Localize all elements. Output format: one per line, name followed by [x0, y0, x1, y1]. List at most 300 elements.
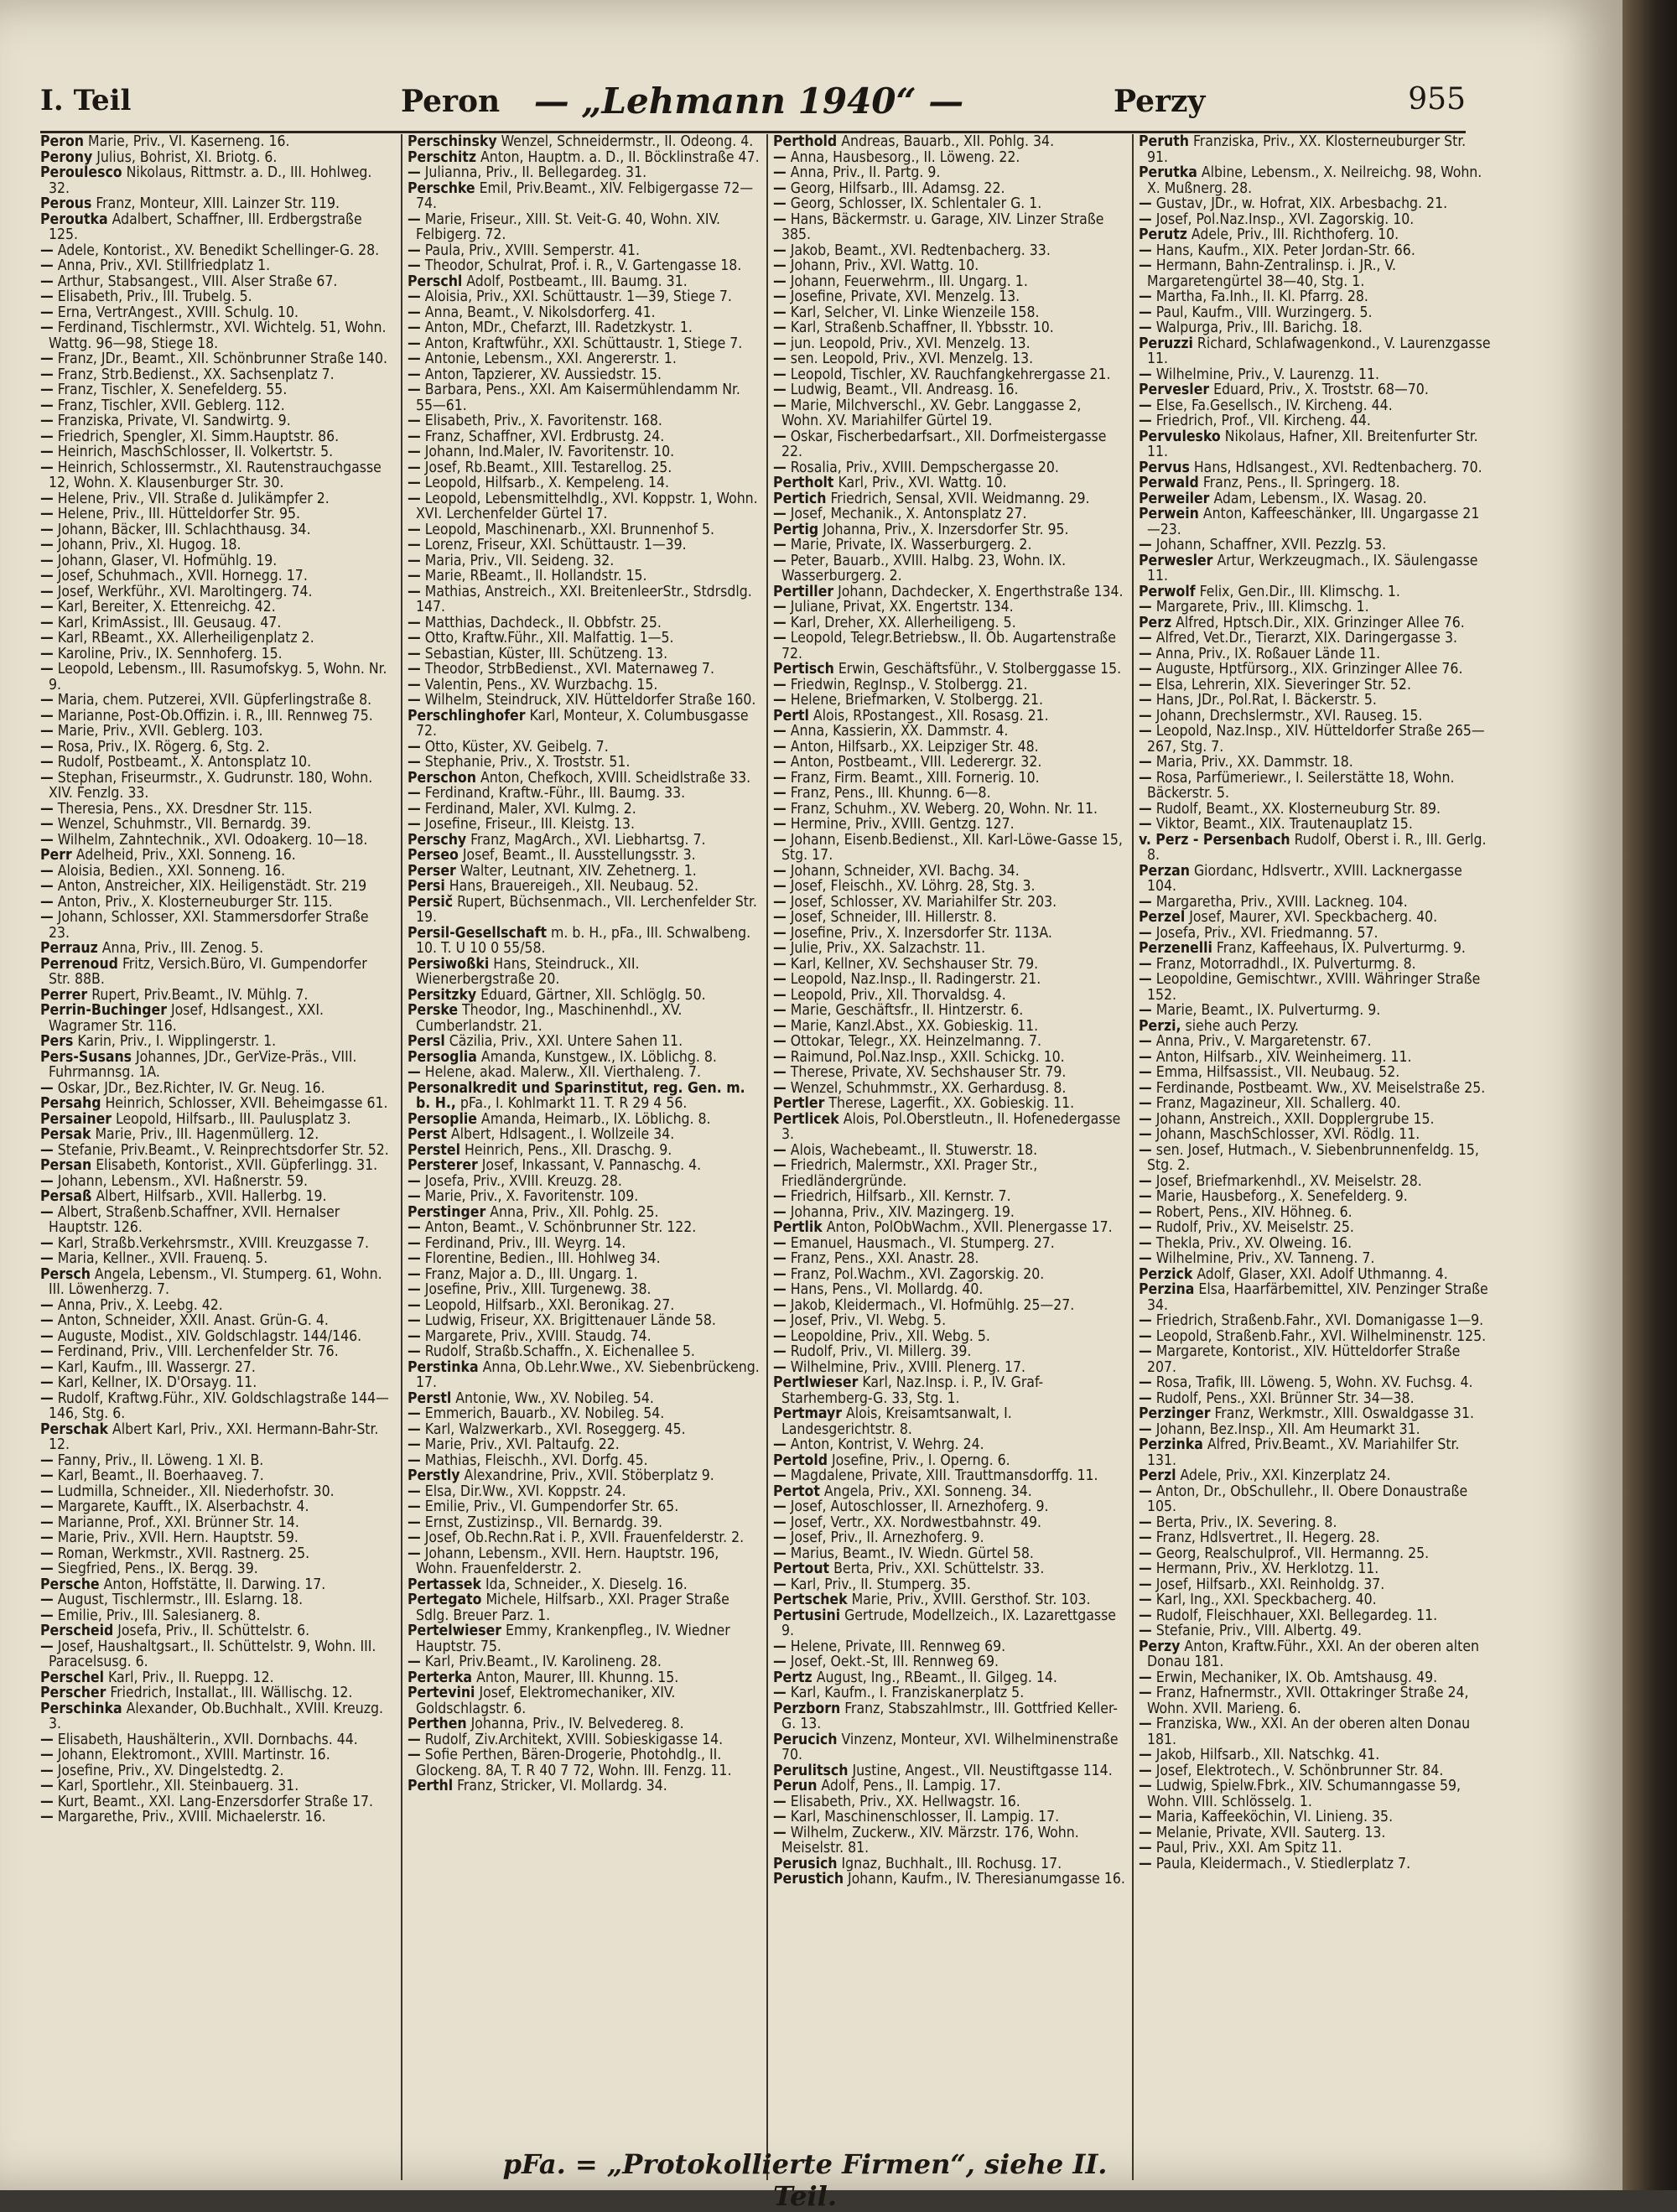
entry-details: Karl, Kaufm., III. Wassergr. 27.: [57, 1358, 256, 1376]
entry-surname: Perschinka: [40, 1700, 122, 1717]
entry-surname: Pertig: [773, 521, 819, 538]
entry-surname: —: [40, 397, 54, 414]
entry-details: Barbara, Pens., XXI. Am Kaisermühlendamm Nr. 55—61.: [416, 382, 740, 414]
entry-details: Stephan, Friseurmstr., X. Gudrunstr. 180, Wohn. XIV. Fenzlg. 33.: [49, 769, 373, 802]
entry-surname: Perschon: [408, 769, 476, 787]
directory-entry: [408, 1065, 760, 1081]
directory-entry: [40, 1251, 392, 1267]
directory-entry: [40, 1205, 392, 1236]
entry-details: Gustav, JDr., w. Hofrat, XIX. Arbesbachg. 21.: [1155, 195, 1448, 212]
entry-details: Heinrich, Schlosser, XVII. Beheimgasse 61.: [105, 1095, 388, 1112]
entry-details: Erwin, Geschäftsführ., V. Stolberggasse 15.: [838, 661, 1122, 678]
entry-details: Paul, Kaufm., VIII. Wurzingerg. 5.: [1155, 304, 1373, 321]
directory-entry: [1139, 864, 1491, 895]
entry-details: Lorenz, Friseur, XXI. Schüttaustr. 1—39.: [424, 537, 687, 553]
directory-entry: [773, 181, 1125, 197]
entry-surname: Perstly: [408, 1467, 460, 1484]
entry-surname: —: [773, 738, 787, 756]
directory-entry: [773, 1825, 1125, 1856]
page-number: 955: [1408, 82, 1466, 117]
entry-surname: —: [408, 568, 421, 584]
entry-details: Albert, Hilfsarb., XVII. Hallerbg. 19.: [96, 1188, 327, 1205]
entry-surname: —: [1139, 1234, 1152, 1252]
entry-details: Angela, Lebensm., VI. Stumperg. 61, Wohn. III. Löwenherzg. 7.: [49, 1265, 382, 1298]
entry-surname: Perzborn: [773, 1700, 841, 1717]
entry-details: Rudolf, Fleischhauer, XXI. Bellegardeg. 11.: [1155, 1607, 1438, 1624]
directory-entry: [40, 1375, 392, 1391]
directory-entry: [408, 522, 760, 538]
entry-details: Margarete, Priv., XVIII. Staudg. 74.: [424, 1327, 652, 1345]
directory-entry: [40, 243, 392, 259]
directory-entry: [1139, 1592, 1491, 1608]
directory-entry: [1139, 320, 1491, 336]
entry-surname: —: [773, 537, 787, 553]
entry-surname: —: [40, 1591, 54, 1608]
directory-entry: [773, 910, 1125, 926]
directory-entry: [40, 1236, 392, 1252]
column-3: [773, 134, 1125, 2163]
entry-details: Emanuel, Hausmach., VI. Stumperg. 27.: [790, 1234, 1055, 1252]
entry-surname: Pers: [40, 1033, 74, 1050]
entry-details: Josefine, Friseur., III. Kleistg. 13.: [424, 816, 635, 833]
directory-entry: [40, 196, 392, 212]
directory-entry: [40, 444, 392, 460]
directory-entry: [1139, 1670, 1491, 1686]
entry-details: Marie, Hausbeforg., X. Senefelderg. 9.: [1155, 1188, 1408, 1205]
directory-entry: [408, 1747, 760, 1778]
entry-surname: —: [408, 210, 421, 228]
entry-details: Anna, Priv., II. Partg. 9.: [790, 164, 941, 181]
entry-details: Johanna, Priv., X. Inzersdorfer Str. 95.: [823, 521, 1069, 538]
entry-details: Karl, Naz.Insp. i. P., IV. Graf-Starhemberg-G. 33, Stg. 1.: [781, 1374, 1044, 1407]
directory-entry: [408, 817, 760, 833]
directory-entry: [40, 1484, 392, 1500]
entry-surname: —: [408, 1234, 421, 1252]
entry-details: Adam, Lebensm., IX. Wasag. 20.: [1213, 490, 1427, 507]
entry-surname: —: [773, 1809, 787, 1825]
entry-details: Johann, Kaufm., IV. Theresianumgasse 16.: [848, 1871, 1125, 1887]
entry-details: Anton, Kaffeeschänker, III. Ungargasse 21—23.: [1147, 506, 1480, 538]
directory-entry: [40, 1778, 392, 1794]
directory-entry: [408, 584, 760, 615]
entry-details: Mathias, Fleischh., XVI. Dorfg. 45.: [424, 1451, 648, 1469]
entry-details: Richard, Schlafwagenkond., V. Laurenzgasse 11.: [1147, 335, 1491, 367]
entry-surname: —: [1139, 241, 1152, 259]
entry-details: Hermann, Priv., XV. Herklotzg. 11.: [1155, 1560, 1379, 1577]
entry-surname: —: [773, 754, 787, 771]
directory-entry: [408, 833, 760, 849]
entry-surname: —: [408, 257, 421, 274]
entry-details: Karl, Straßb.Verkehrsmstr., XVIII. Kreuzgasse 7.: [57, 1234, 369, 1252]
directory-entry: [773, 1608, 1125, 1639]
directory-entry: [773, 1778, 1125, 1794]
directory-entry: [408, 336, 760, 352]
directory-entry: [1139, 1251, 1491, 1267]
entry-surname: Pertelwieser: [408, 1623, 502, 1639]
entry-surname: —: [408, 428, 421, 445]
directory-entry: [1139, 1375, 1491, 1391]
entry-surname: Persainer: [40, 1110, 112, 1128]
entry-surname: —: [1139, 1685, 1152, 1701]
entry-surname: Perseo: [408, 847, 459, 864]
entry-surname: —: [773, 210, 787, 228]
directory-entry: [408, 181, 760, 212]
directory-entry: [40, 864, 392, 880]
entry-surname: —: [40, 1451, 54, 1469]
entry-surname: —: [1139, 1529, 1152, 1546]
entry-surname: —: [773, 940, 787, 957]
entry-surname: —: [773, 878, 787, 895]
entry-surname: —: [773, 1265, 787, 1283]
entry-surname: —: [773, 1436, 787, 1453]
entry-details: sen. Josef, Hutmach., V. Siebenbrunnenfeldg. 15, Stg. 2.: [1147, 1141, 1479, 1174]
entry-details: Amanda, Kunstgew., IX. Löblichg. 8.: [480, 1048, 717, 1066]
entry-surname: —: [1139, 1250, 1152, 1267]
directory-entry: [773, 584, 1125, 600]
entry-surname: Pertlik: [773, 1219, 823, 1236]
entry-details: Siegfried, Pens., IX. Berqg. 39.: [57, 1560, 258, 1577]
entry-details: Heinrich, MaschSchlosser, II. Volkertstr. 5.: [57, 444, 334, 460]
directory-entry: [408, 1468, 760, 1484]
entry-surname: —: [773, 1343, 787, 1360]
entry-details: Else, Fa.Gesellsch., IV. Kircheng. 44.: [1155, 397, 1393, 414]
directory-entry: [40, 1732, 392, 1748]
directory-entry: [1139, 1189, 1491, 1205]
entry-details: Maria, Kaffeeköchin, VI. Linieng. 35.: [1155, 1809, 1394, 1825]
entry-surname: —: [773, 459, 787, 476]
entry-surname: —: [773, 986, 787, 1004]
entry-surname: —: [40, 444, 54, 460]
entry-surname: Pertisch: [773, 661, 834, 678]
entry-details: Karl, RBeamt., XX. Allerheiligenplatz 2.: [57, 630, 314, 646]
entry-surname: —: [773, 148, 787, 166]
directory-entry: [773, 1205, 1125, 1221]
directory-entry: [40, 429, 392, 445]
entry-surname: —: [1139, 1778, 1152, 1794]
entry-surname: —: [1139, 1188, 1152, 1205]
entry-surname: —: [1139, 1172, 1152, 1190]
directory-entry: [773, 475, 1125, 491]
entry-details: Josef, Elektrotech., V. Schönbrunner Str. 84.: [1155, 1762, 1444, 1779]
entry-surname: —: [40, 1638, 54, 1655]
entry-surname: —: [773, 1281, 787, 1298]
entry-surname: —: [773, 1545, 787, 1562]
entry-details: Ida, Schneider., X. Dieselg. 16.: [485, 1576, 688, 1593]
entry-details: Leopoldine, Priv., XII. Webg. 5.: [790, 1327, 990, 1345]
entry-surname: Pertold: [773, 1451, 828, 1469]
directory-entry: [40, 584, 392, 600]
directory-entry: [40, 941, 392, 957]
directory-entry: [1139, 910, 1491, 926]
entry-details: Josef, Autoschlosser, II. Arnezhoferg. 9.: [790, 1498, 1049, 1515]
entry-surname: —: [40, 754, 54, 771]
entry-surname: Perzinka: [1139, 1436, 1203, 1453]
directory-entry: [1139, 1019, 1491, 1035]
entry-surname: —: [1139, 661, 1152, 678]
entry-details: Alois, Pol.Oberstleutn., II. Hofenedergasse 3.: [781, 1110, 1121, 1143]
entry-surname: —: [408, 1405, 421, 1422]
entry-surname: Pertmayr: [773, 1405, 843, 1422]
entry-surname: —: [40, 599, 54, 615]
entry-surname: —: [1139, 1126, 1152, 1143]
directory-entry: [40, 802, 392, 818]
directory-entry: [408, 491, 760, 522]
entry-surname: —: [40, 1327, 54, 1345]
entry-details: Elisabeth, Priv., X. Favoritenstr. 168.: [424, 413, 662, 429]
entry-details: Johann, Drechslermstr., XVI. Rauseg. 15.: [1155, 707, 1423, 724]
directory-entry: [408, 212, 760, 243]
entry-details: Josefine, Priv., XV. Dingelstedtg. 2.: [57, 1762, 284, 1779]
entry-surname: Perrer: [40, 986, 88, 1004]
entry-surname: Persch: [40, 1265, 91, 1283]
entry-surname: Perrauz: [40, 940, 98, 957]
entry-details: Franz, Tischler, X. Senefelderg. 55.: [57, 382, 288, 398]
entry-surname: —: [40, 568, 54, 584]
entry-surname: —: [40, 800, 54, 818]
entry-details: Wilhelmine, Priv., XVIII. Plenerg. 17.: [790, 1358, 1025, 1376]
entry-surname: Pers-Susans: [40, 1048, 132, 1066]
directory-entry: [40, 351, 392, 367]
entry-details: Friedrich, Straßenb.Fahr., XVI. Domanigasse 1—9.: [1155, 1312, 1484, 1329]
directory-entry: [40, 506, 392, 522]
entry-surname: Perst: [408, 1126, 447, 1143]
directory-entry: [40, 1096, 392, 1112]
entry-surname: Perstinka: [408, 1358, 479, 1376]
directory-entry: [1139, 382, 1491, 398]
entry-details: Viktor, Beamt., XIX. Trautenauplatz 15.: [1155, 816, 1413, 833]
entry-surname: —: [773, 800, 787, 818]
entry-surname: —: [408, 459, 421, 476]
entry-details: Albert Karl, Priv., XXI. Hermann-Bahr-Str. 12.: [49, 1420, 379, 1453]
directory-entry: [408, 1112, 760, 1128]
entry-details: August, Ing., RBeamt., II. Gilgeg. 14.: [816, 1669, 1057, 1686]
entry-details: Hans, Bäckermstr. u. Garage, XIV. Linzer Straße 385.: [781, 210, 1104, 243]
entry-details: Elisabeth, Kontorist., XVII. Güpferlingg. 31.: [96, 1157, 378, 1174]
entry-details: Antonie, Lebensm., XXI. Angererstr. 1.: [424, 350, 677, 367]
entry-details: Karl, Walzwerkarb., XVI. Roseggerg. 45.: [424, 1420, 686, 1438]
entry-details: Rudolf, Kraftwg.Führ., XIV. Goldschlagstraße 144—146, Stg. 6.: [49, 1389, 389, 1422]
entry-details: Anton, Kontrist, V. Wehrg. 24.: [790, 1436, 984, 1453]
entry-details: Anton, Beamt., V. Schönbrunner Str. 122.: [424, 1219, 697, 1236]
directory-entry: [1139, 895, 1491, 911]
directory-entry: [1139, 1841, 1491, 1856]
entry-details: Maria, Priv., VII. Seideng. 32.: [424, 552, 615, 569]
entry-surname: —: [773, 273, 787, 290]
entry-details: Marie, Priv., XVIII. Gersthof. Str. 103.: [851, 1591, 1091, 1608]
directory-entry: [40, 212, 392, 243]
entry-surname: —: [773, 1529, 787, 1546]
entry-surname: —: [408, 382, 421, 398]
directory-entry: [1139, 1747, 1491, 1763]
directory-entry: [408, 1484, 760, 1500]
entry-surname: —: [408, 1482, 421, 1500]
entry-details: Ignaz, Buchhalt., III. Rochusg. 17.: [841, 1855, 1062, 1872]
entry-details: Karl, Sportlehr., XII. Steinbauerg. 31.: [57, 1778, 299, 1794]
entry-surname: —: [1139, 1374, 1152, 1391]
directory-entry: [408, 444, 760, 460]
directory-entry: [773, 1685, 1125, 1701]
directory-entry: [40, 1623, 392, 1639]
entry-details: Josef, Hdlsangest., XXI. Wagramer Str. 116.: [49, 1002, 324, 1035]
entry-surname: Perscheid: [40, 1623, 114, 1639]
entry-surname: —: [773, 1498, 787, 1515]
directory-entry: [40, 522, 392, 538]
entry-details: Franz, Major a. D., III. Ungarg. 1.: [424, 1265, 638, 1283]
directory-entry: [773, 1592, 1125, 1608]
directory-entry: [1139, 1437, 1491, 1468]
entry-surname: —: [1139, 366, 1152, 383]
entry-surname: —: [773, 1327, 787, 1345]
entry-details: pFa., I. Kohlmarkt 11. T. R 29 4 56.: [459, 1095, 688, 1112]
entry-surname: —: [40, 583, 54, 600]
directory-entry: [773, 1484, 1125, 1500]
entry-surname: Perser: [408, 862, 456, 880]
directory-entry: [40, 1034, 392, 1050]
entry-details: Adolf, Glaser, XXI. Adolf Uthmanng. 4.: [1197, 1265, 1448, 1283]
entry-details: Franz, Pens., III. Khunng. 6—8.: [790, 785, 991, 802]
directory-entry: [40, 258, 392, 274]
entry-surname: —: [773, 350, 787, 367]
entry-surname: —: [773, 676, 787, 693]
directory-entry: [40, 817, 392, 833]
entry-surname: —: [773, 1079, 787, 1097]
entry-surname: —: [773, 288, 787, 305]
entry-surname: —: [40, 1203, 54, 1221]
entry-surname: —: [1139, 1110, 1152, 1128]
entry-details: Helene, Priv., III. Hütteldorfer Str. 95.: [57, 506, 300, 522]
directory-entry: [773, 941, 1125, 957]
directory-entry: [40, 1081, 392, 1097]
entry-surname: Persterer: [408, 1157, 478, 1174]
entry-surname: —: [408, 319, 421, 336]
entry-details: Helene, Priv., VII. Straße d. Julikämpfer 2.: [57, 490, 330, 507]
entry-details: Anton, Tapzierer, XV. Aussiedstr. 15.: [424, 366, 662, 383]
entry-surname: —: [40, 1358, 54, 1376]
directory-entry: [1139, 615, 1491, 631]
entry-surname: —: [773, 955, 787, 973]
entry-details: Leopold, Lebensmittelhdlg., XVI. Koppstr. 1, Wohn. XVI. Lerchenfelder Gürtel 17.: [416, 490, 758, 522]
entry-surname: —: [40, 816, 54, 833]
directory-entry: [773, 506, 1125, 522]
directory-entry: [1139, 662, 1491, 678]
header-rule: [40, 131, 1466, 133]
entry-surname: —: [40, 1809, 54, 1825]
entry-details: Josef, Maurer, XVI. Speckbacherg. 40.: [1189, 909, 1438, 926]
directory-entry: [1139, 1329, 1491, 1345]
directory-entry: [40, 693, 392, 709]
entry-surname: Perstl: [408, 1389, 452, 1407]
directory-entry: [408, 1732, 760, 1748]
directory-entry: [40, 1639, 392, 1670]
entry-surname: Peroulesco: [40, 164, 122, 181]
entry-surname: —: [408, 552, 421, 569]
entry-surname: —: [773, 1312, 787, 1329]
directory-entry: [408, 802, 760, 818]
entry-details: Johann, Schaffner, XVII. Pezzlg. 53.: [1155, 537, 1387, 553]
directory-entry: [773, 1437, 1125, 1453]
entry-surname: —: [1139, 723, 1152, 740]
entry-surname: Personalkredit und Sparinstitut, reg. Gen. m. b. H.,: [408, 1079, 745, 1112]
entry-surname: Pertegato: [408, 1591, 482, 1608]
entry-details: Raimund, Pol.Naz.Insp., XXII. Schickg. 10.: [790, 1048, 1065, 1066]
entry-details: Franziska, Private, VI. Sandwirtg. 9.: [57, 413, 291, 429]
directory-entry: [408, 1406, 760, 1422]
directory-entry: [773, 631, 1125, 662]
directory-entry: [773, 351, 1125, 367]
directory-entry: [408, 1220, 760, 1236]
entry-surname: Perzl: [1139, 1467, 1176, 1484]
entry-surname: Perschinsky: [408, 134, 497, 150]
directory-entry: [40, 1468, 392, 1484]
entry-details: Georg, Schlosser, IX. Schlentaler G. 1.: [790, 195, 1042, 212]
entry-surname: —: [40, 707, 54, 724]
entry-details: Franz, Schaffner, XVI. Erdbrustg. 24.: [424, 428, 665, 445]
entry-details: Josef, Werkführ., XVI. Maroltingerg. 74.: [57, 583, 313, 600]
directory-entry: [773, 1143, 1125, 1159]
entry-details: Friedrich, Hilfsarb., XII. Kernstr. 7.: [790, 1188, 1011, 1205]
directory-entry: [408, 1530, 760, 1546]
entry-details: Rudolf, Pens., XXI. Brünner Str. 34—38.: [1155, 1389, 1415, 1407]
entry-details: Anton, MDr., Chefarzt, III. Radetzkystr. 1.: [424, 319, 693, 336]
directory-entry: [773, 1220, 1125, 1236]
directory-entry: [408, 1189, 760, 1205]
directory-entry: [408, 631, 760, 646]
directory-entry: [773, 1065, 1125, 1081]
entry-details: Josefa, Priv., II. Schüttelstr. 6.: [117, 1623, 310, 1639]
entry-surname: —: [1139, 1545, 1152, 1562]
directory-entry: [1139, 305, 1491, 321]
entry-details: Johann, Bäcker, III. Schlachthausg. 34.: [57, 521, 311, 538]
entry-surname: Perzy: [1139, 1638, 1181, 1655]
entry-surname: —: [408, 1172, 421, 1190]
entry-surname: —: [408, 475, 421, 491]
entry-details: Franz, Hdlsvertret., II. Hegerg. 28.: [1155, 1529, 1380, 1546]
entry-surname: Perschitz: [408, 148, 476, 166]
directory-entry: [1139, 833, 1491, 864]
entry-surname: —: [773, 769, 787, 787]
entry-details: Eduard, Priv., X. Troststr. 68—70.: [1213, 382, 1429, 398]
entry-details: Rudolf, Ziv.Architekt, XVIII. Sobieskigasse 14.: [424, 1731, 724, 1748]
entry-surname: —: [408, 800, 421, 818]
directory-entry: [40, 600, 392, 615]
entry-surname: —: [40, 769, 54, 787]
directory-entry: [408, 1422, 760, 1438]
entry-surname: Perulitsch: [773, 1762, 849, 1779]
entry-surname: —: [40, 630, 54, 646]
directory-entry: [1139, 1220, 1491, 1236]
entry-surname: Pertholt: [773, 475, 834, 491]
entry-surname: —: [408, 1731, 421, 1748]
entry-surname: —: [408, 1436, 421, 1453]
directory-entry: [40, 553, 392, 569]
entry-details: Heinrich, Pens., XII. Draschg. 9.: [464, 1141, 672, 1159]
entry-surname: Perscher: [40, 1685, 106, 1701]
entry-surname: —: [408, 1654, 421, 1670]
directory-entry: [773, 1236, 1125, 1252]
entry-surname: Perzan: [1139, 862, 1190, 880]
entry-surname: Pertevini: [408, 1685, 475, 1701]
entry-details: Marie, Priv., XVII. Hern. Hauptstr. 59.: [57, 1529, 299, 1546]
directory-entry: [1139, 336, 1491, 367]
entry-surname: —: [1139, 1327, 1152, 1345]
entry-surname: Perwesler: [1139, 552, 1213, 569]
directory-entry: [773, 460, 1125, 476]
entry-details: Jakob, Kleidermach., VI. Hofmühlg. 25—27.: [790, 1296, 1075, 1314]
directory-entry: [773, 1468, 1125, 1484]
entry-details: Peter, Bauarb., XVIII. Halbg. 23, Wohn. IX. Wasserburgerg. 2.: [781, 552, 1067, 584]
entry-surname: —: [40, 350, 54, 367]
entry-surname: —: [408, 350, 421, 367]
